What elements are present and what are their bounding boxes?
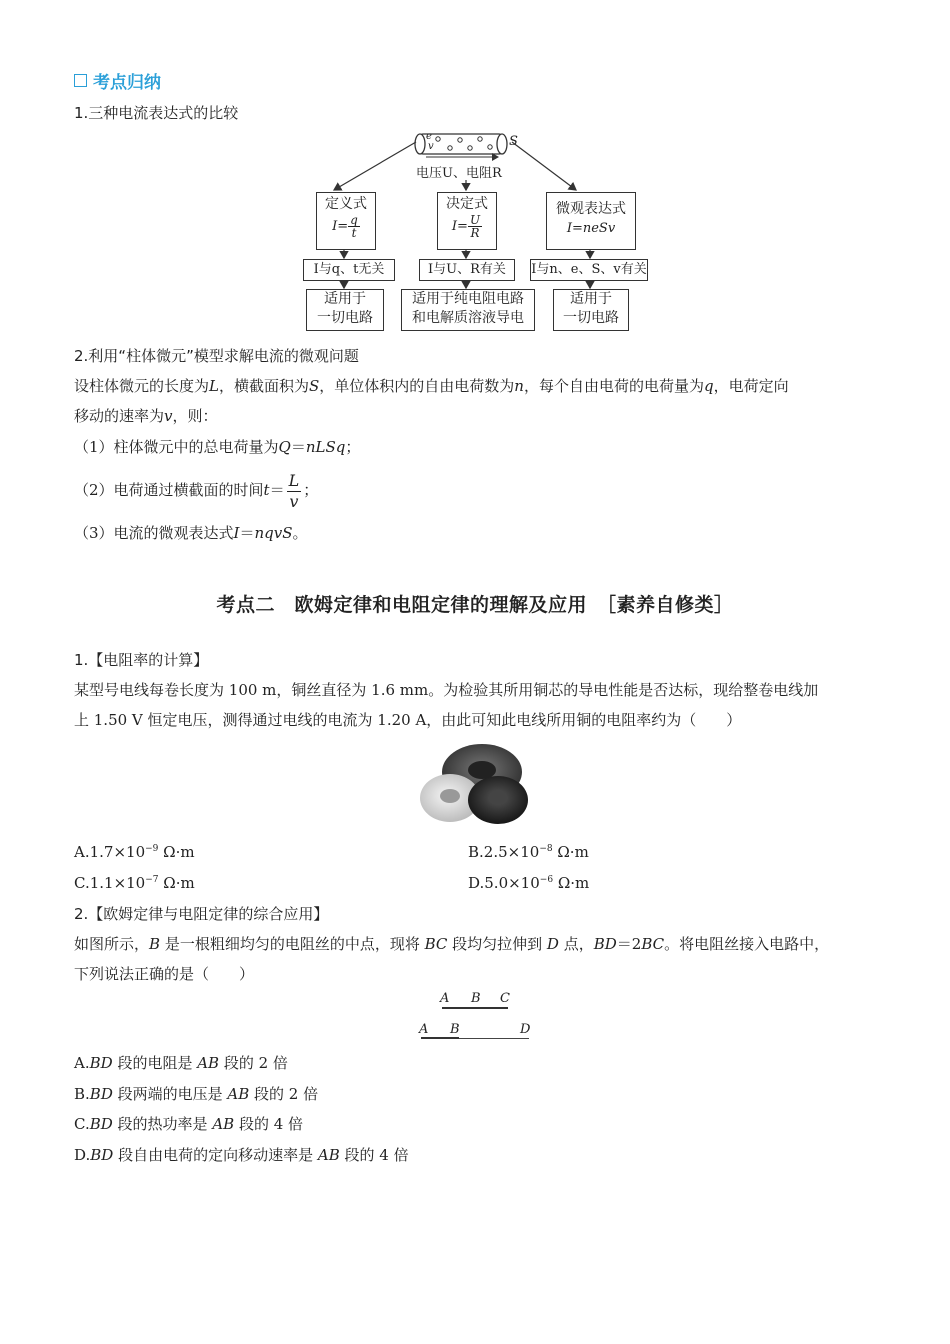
wire-coils-image	[420, 740, 530, 826]
q1-option-d[interactable]: $D.5.0\times 10^{-6}$ Ω·m	[468, 874, 590, 892]
diagram-top-label: 电压U、电阻R	[416, 166, 502, 181]
q2-text-line: 下列说法正确的是（ ）	[74, 965, 255, 983]
determining-relation-box: I与U、R有关	[419, 259, 515, 281]
current-expression-diagram	[300, 128, 660, 338]
step-3: （3）电流的微观表达式I＝nqvS。	[74, 524, 308, 542]
q2-option-b[interactable]: B.BD 段两端的电压是 AB 段的 2 倍	[74, 1085, 319, 1103]
definition-scope-box: 适用于 一切电路	[306, 289, 384, 331]
definition-formula-box	[316, 192, 376, 250]
q1-title: 1.【电阻率的计算】	[74, 651, 209, 669]
item1-title: 1.三种电流表达式的比较	[74, 104, 239, 122]
determining-scope-box: 适用于纯电阻电路 和电解质溶液导电	[401, 289, 535, 331]
q2-text-line: 如图所示，B 是一根粗细均匀的电阻丝的中点，现将 BC 段均匀拉伸到 D 点，BD＝2BC。将电阻丝接入电路中，	[74, 935, 830, 953]
paragraph-line: 设柱体微元的长度为L，横截面积为S，单位体积内的自由电荷数为n，每个自由电荷的电荷量为q，电荷定向	[74, 377, 789, 395]
resistance-wire-figure: A B C A B D	[419, 991, 531, 1037]
section-heading	[74, 68, 161, 93]
paragraph-line: 移动的速率为v，则：	[74, 407, 218, 425]
step-1: （1）柱体微元中的总电荷量为Q＝nLSq；	[74, 438, 361, 456]
q1-text-line: 某型号电线每卷长度为 100 m，铜丝直径为 1.6 mm。为检验其所用铜芯的导电性能是否达标，现给整卷电线加	[74, 681, 819, 699]
determining-formula-box	[437, 192, 497, 250]
box-title: 定义式	[325, 196, 367, 212]
q2-option-a[interactable]: A.BD 段的电阻是 AB 段的 2 倍	[74, 1054, 288, 1072]
microscopic-relation-box: I与n、e、S、v有关	[530, 259, 648, 281]
q1-option-b[interactable]: $B.2.5\times 10^{-8}$ Ω·m	[468, 843, 589, 861]
determining-formula: I= $\frac{U}{R}$	[451, 213, 481, 240]
box-title: 决定式	[446, 196, 488, 212]
section-title: 考点归纳	[93, 73, 161, 93]
q2-option-c[interactable]: C.BD 段的热功率是 AB 段的 4 倍	[74, 1115, 304, 1133]
microscopic-formula-box	[546, 192, 636, 250]
item2-title: 2.利用“柱体微元”模型求解电流的微观问题	[74, 347, 359, 365]
q2-option-d[interactable]: D.BD 段自由电荷的定向移动速率是 AB 段的 4 倍	[74, 1146, 409, 1164]
microscopic-scope-box: 适用于 一切电路	[553, 289, 629, 331]
microscopic-formula: I=neSv	[566, 221, 616, 236]
q1-option-a[interactable]: $A.1.7\times 10^{-9}$ Ω·m	[74, 843, 195, 861]
segment-ab	[421, 1037, 459, 1039]
step-2: （2）电荷通过横截面的时间t＝ $\frac{L}{v}$ ；	[74, 470, 319, 511]
definition-relation-box: I与q、t无关	[303, 259, 395, 281]
checkbox-square-icon	[74, 74, 87, 87]
definition-formula: I= $\frac{q}{t}$	[332, 213, 358, 240]
box-title: 微观表达式	[556, 201, 626, 217]
q2-title: 2.【欧姆定律与电阻定律的综合应用】	[74, 905, 329, 923]
original-wire	[442, 1007, 508, 1009]
q1-option-c[interactable]: $C.1.1\times 10^{-7}$ Ω·m	[74, 874, 195, 892]
q1-text-line: 上 1.50 V 恒定电压，测得通过电线的电流为 1.20 A，由此可知此电线所用铜的电阻率约为（ ）	[74, 711, 742, 729]
segment-bd	[459, 1038, 529, 1039]
conductor-e-label: e	[426, 131, 432, 142]
cross-section-s-label: S	[509, 134, 518, 149]
conductor-v-label: v	[428, 141, 434, 152]
main-title: 考点二 欧姆定律和电阻定律的理解及应用 ［素养自修类］	[216, 594, 734, 616]
